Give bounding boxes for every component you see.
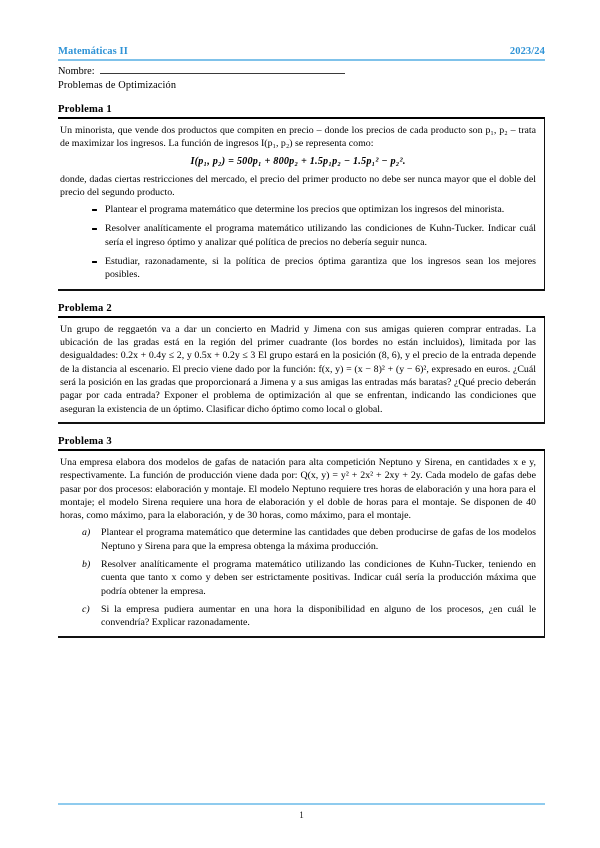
name-field-row xyxy=(58,64,545,78)
list-item xyxy=(82,603,536,630)
document-subtitle: Problemas de Optimización xyxy=(58,79,177,91)
list-item-text: Si la empresa pudiera aumentar en una hora la disponibilidad en alguno de los procesos, ¿en cuál le convendría? Explicar razonadamente. xyxy=(101,603,536,629)
problem-2-title: Problema 2 xyxy=(58,302,112,314)
name-label: Nombre: xyxy=(58,65,95,77)
list-item-text: Resolver analíticamente el programa matemático utilizando las condiciones de Kuhn-Tucker, teniendo en cuenta que tanto x como y deben ser estrictamente positivas. Indicar cuál sería la producción máxima que podría obtener la empresa. xyxy=(101,559,536,597)
list-item: Estudiar, razonadamente, si la política de precios óptima garantiza que los ingresos sean los mejores posibles. xyxy=(92,255,536,282)
problem-1-title: Problema 1 xyxy=(58,103,112,115)
document-footer xyxy=(58,803,545,820)
document-header xyxy=(58,46,545,59)
problem-2-text: Un grupo de reggaetón va a dar un concierto en Madrid y Jimena con sus amigas quieren comprar entradas. La ubicación de las gradas está en la región del primer cuadrante (los bordes no están incluidos), limitada por las desigualdades: 0.2x + 0.4y ≤ 2, y 0.5x + 0.2y ≤ 3 El grupo estará en la posición (8, 6), y el precio de la entrada depende de la distancia al escenario. El precio viene dado por la función: f(x, y) = (x − 8)² + (y − 6)², expresado en euros. ¿Cuál será la posición en las gradas que proporcionará a Jimena y a sus amigas las entradas más baratas? ¿Qué precio deberán pagar por cada entrada? Exponer el problema de optimización al que se enfrentan, indicando las condiciones que aseguran la existencia de un óptimo. Clasificar dicho óptimo como local o global. xyxy=(60,323,536,415)
list-item-marker: c) xyxy=(82,603,90,615)
list-item-marker: a) xyxy=(82,527,91,539)
list-item: Plantear el programa matemático que determine los precios que optimizan los ingresos del minorista. xyxy=(92,203,536,216)
course-title: Matemáticas II xyxy=(58,46,128,57)
list-item xyxy=(82,526,536,553)
problem-2-body xyxy=(58,318,545,424)
problem-block-3 xyxy=(58,436,545,639)
problem-1-body xyxy=(58,119,545,291)
problem-block-1 xyxy=(58,104,545,291)
list-item-text: Plantear el programa matemático que determine las cantidades que deben producirse de gafas de los modelos Neptuno y Sirena para que la empresa obtenga la máxima producción. xyxy=(101,527,536,552)
problem-3-task-list xyxy=(60,526,536,629)
problem-3-body xyxy=(58,451,545,639)
problem-1-intro: Un minorista, que vende dos productos que compiten en precio – donde los precios de cada producto son p₁, p₂ – trata de maximizar los ingresos. La función de ingresos I(p₁, p₂) se representa como: xyxy=(60,124,536,149)
list-item xyxy=(82,558,536,598)
problem-1-task-list xyxy=(60,203,536,281)
name-input-line[interactable] xyxy=(100,64,345,74)
problem-1-formula: I(p₁, p₂) = 500p₁ + 800p₂ + 1.5p₁p₂ − 1.5p₁² − p₂². xyxy=(190,156,406,168)
list-item-marker: b) xyxy=(82,559,91,570)
page-number: 1 xyxy=(299,810,304,820)
problem-1-after-formula: donde, dadas ciertas restricciones del mercado, el precio del primer producto no debe ser nunca mayor que el doble del precio del segundo producto. xyxy=(60,173,536,198)
problem-3-text: Una empresa elabora dos modelos de gafas de natación para alta competición Neptuno y Sirena, en cantidades x e y, respectivamente. La función de producción viene dada por: Q(x, y) = y² + 2x² + 2xy + 2y. Cada modelo de gafas debe pasar por dos procesos: elaboración y montaje. El modelo Neptuno requiere tres horas de elaboración y una hora para el montaje; el modelo Sirena requiere una hora de elaboración y el doble de horas para el montaje. Se disponen de 40 horas, como máximo, para la elaboración, y de 30 horas, como máximo, para el montaje. xyxy=(60,456,536,522)
footer-divider xyxy=(58,803,545,805)
header-divider xyxy=(58,59,545,61)
problem-3-title: Problema 3 xyxy=(58,435,112,447)
list-item: Resolver analíticamente el programa matemático utilizando las condiciones de Kuhn-Tucker. Indicar cuál sería el ingreso óptimo y analizar qué política de precios no debería seguir nunca. xyxy=(92,222,536,249)
academic-year: 2023/24 xyxy=(509,46,545,57)
problem-block-2 xyxy=(58,303,545,424)
